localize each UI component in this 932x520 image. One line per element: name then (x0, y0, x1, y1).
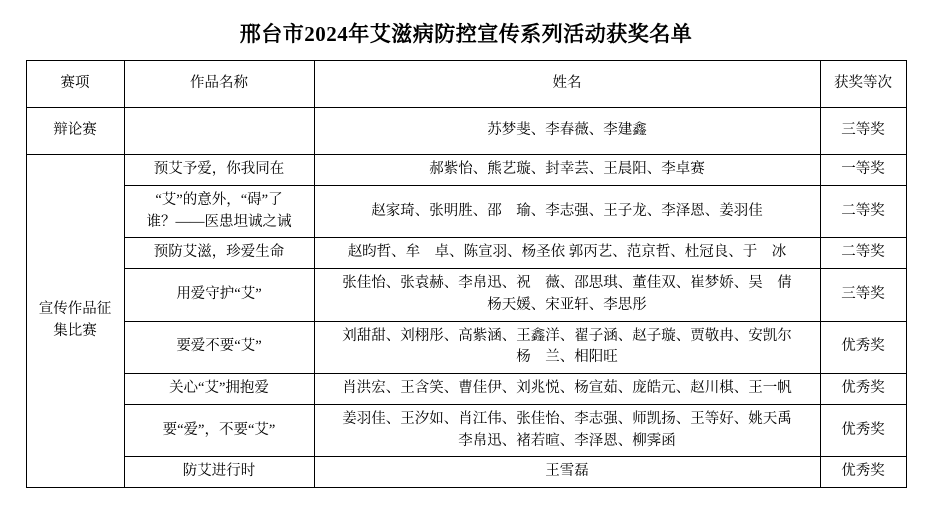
work-line: 用爱守护“艾” (176, 285, 262, 302)
work-line: 要“爱”，不要“艾” (162, 421, 276, 438)
work-line: 关心“艾”拥抱爱 (169, 380, 269, 396)
row-category: 辩论赛 (26, 108, 124, 155)
work-line: “艾”的意外，“碍”了 (155, 191, 283, 208)
row-category: 宣传作品征集比赛 (26, 155, 124, 488)
column-header-event: 赛项 (26, 61, 124, 108)
row-work (124, 404, 314, 457)
table-row (26, 374, 906, 405)
row-award: 优秀奖 (820, 374, 906, 405)
row-award: 优秀奖 (820, 404, 906, 457)
work-line: 预防艾滋，珍爱生命 (153, 244, 285, 261)
names-line: 杨天媛、宋亚轩、李思彤 (487, 296, 647, 313)
table-row (26, 108, 906, 155)
row-award: 一等奖 (820, 155, 906, 186)
column-header-names: 姓名 (314, 61, 820, 108)
row-work (124, 155, 314, 186)
row-work (124, 185, 314, 238)
column-header-award: 获奖等次 (820, 61, 906, 108)
table-row (26, 238, 906, 269)
row-work (124, 321, 314, 374)
award-list-table (26, 60, 907, 488)
names-line: 赵家琦、张明胜、邵 瑜、李志强、王子龙、李泽恩、姜羽佳 (371, 202, 763, 219)
table-header (26, 61, 906, 108)
names-line: 王雪磊 (545, 463, 589, 480)
row-work (124, 374, 314, 405)
names-line: 郝紫怡、熊艺璇、封幸芸、王晨阳、李卓赛 (429, 161, 705, 177)
names-line: 赵昀哲、牟 卓、陈宣羽、杨圣依 郭丙艺、范京哲、杜冠良、于 冰 (347, 244, 787, 261)
table-row (26, 269, 906, 322)
row-award: 三等奖 (820, 269, 906, 322)
table-header-row (26, 61, 906, 108)
row-names (314, 321, 820, 374)
table-row (26, 185, 906, 238)
row-names (314, 404, 820, 457)
table-row (26, 321, 906, 374)
row-names (314, 185, 820, 238)
row-award: 优秀奖 (820, 321, 906, 374)
column-header-work: 作品名称 (124, 61, 314, 108)
row-award: 二等奖 (820, 185, 906, 238)
row-names (314, 374, 820, 405)
work-line: 防艾进行时 (182, 463, 256, 480)
names-line: 刘甜甜、刘栩彤、高紫涵、王鑫洋、翟子涵、赵子璇、贾敬冉、安凯尔 (342, 327, 792, 344)
names-line: 肖洪宏、王含笑、曹佳伊、刘兆悦、杨宣茹、庞皓元、赵川棋、王一帆 (342, 380, 792, 396)
row-work (124, 238, 314, 269)
work-line: 要爱不要“艾” (176, 338, 262, 355)
row-names (314, 269, 820, 322)
work-line: 谁？——医患坦诚之诫 (146, 213, 292, 230)
table-row (26, 457, 906, 488)
names-line: 苏梦斐、李春薇、李建鑫 (487, 122, 647, 139)
row-work (124, 108, 314, 155)
table-row (26, 404, 906, 457)
row-names (314, 457, 820, 488)
row-award: 二等奖 (820, 238, 906, 269)
work-line: 预艾予爱，你我同在 (153, 161, 285, 177)
names-line: 姜羽佳、王汐如、肖江伟、张佳怡、李志强、师凯扬、王等好、姚天禹 (342, 410, 792, 427)
row-names (314, 108, 820, 155)
row-work (124, 457, 314, 488)
row-award: 优秀奖 (820, 457, 906, 488)
names-line: 杨 兰、相阳旺 (516, 349, 618, 366)
row-work (124, 269, 314, 322)
table-row (26, 155, 906, 186)
names-line: 张佳怡、张袁赫、李帛迅、祝 薇、邵思琪、董佳双、崔梦娇、吴 倩 (342, 275, 792, 291)
row-names (314, 155, 820, 186)
names-line: 李帛迅、褚若暄、李泽恩、柳霁函 (458, 432, 676, 449)
row-award: 三等奖 (820, 108, 906, 155)
row-names (314, 238, 820, 269)
page-title: 邢台市2024年艾滋病防控宣传系列活动获奖名单 (239, 22, 693, 46)
table-body (26, 108, 906, 488)
